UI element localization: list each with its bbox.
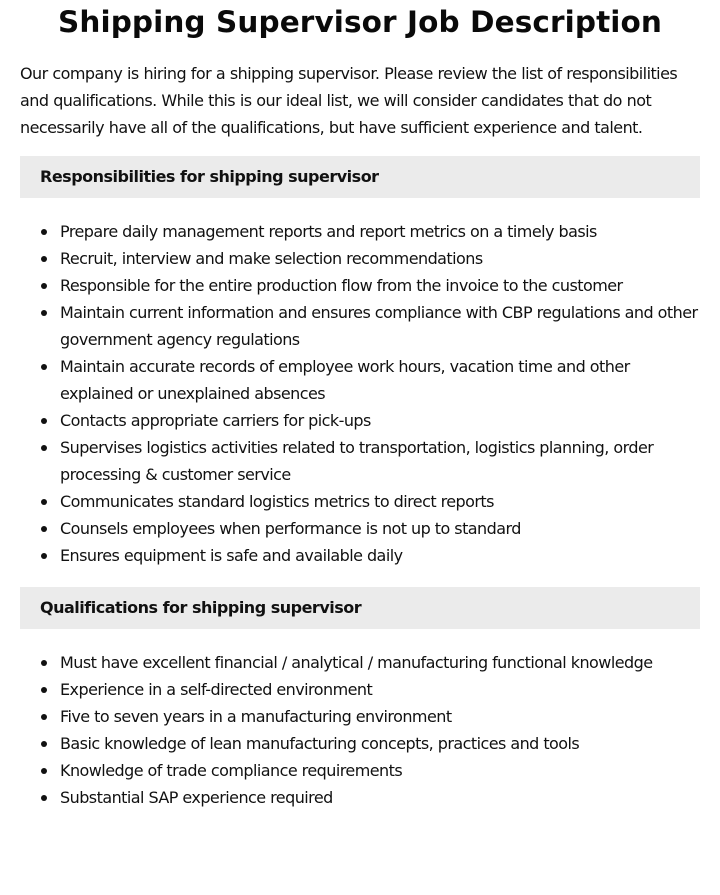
qualifications-heading: Qualifications for shipping supervisor bbox=[20, 587, 700, 629]
responsibilities-heading: Responsibilities for shipping supervisor bbox=[20, 156, 700, 198]
bullet-icon bbox=[41, 499, 47, 505]
list-item-text: Prepare daily management reports and report metrics on a timely basis bbox=[60, 222, 597, 241]
list-item bbox=[20, 515, 700, 542]
bullet-icon bbox=[41, 283, 47, 289]
list-item bbox=[20, 703, 700, 730]
bullet-icon bbox=[41, 553, 47, 559]
bullet-icon bbox=[41, 526, 47, 532]
list-item bbox=[20, 218, 700, 245]
list-item-text: Five to seven years in a manufacturing environment bbox=[60, 707, 452, 726]
list-item-text: Experience in a self-directed environment bbox=[60, 680, 373, 699]
bullet-icon bbox=[41, 660, 47, 666]
list-item bbox=[20, 299, 700, 353]
bullet-icon bbox=[41, 229, 47, 235]
bullet-icon bbox=[41, 445, 47, 451]
list-item bbox=[20, 434, 700, 488]
list-item-text: Contacts appropriate carriers for pick-ups bbox=[60, 411, 371, 430]
list-item-text: Knowledge of trade compliance requirements bbox=[60, 761, 403, 780]
list-item-text: Responsible for the entire production flow from the invoice to the customer bbox=[60, 276, 623, 295]
list-item bbox=[20, 542, 700, 569]
list-item-text: Basic knowledge of lean manufacturing concepts, practices and tools bbox=[60, 734, 580, 753]
bullet-icon bbox=[41, 418, 47, 424]
list-item-text: Communicates standard logistics metrics to direct reports bbox=[60, 492, 494, 511]
list-item-text: Must have excellent financial / analytical / manufacturing functional knowledge bbox=[60, 653, 653, 672]
qualifications-list bbox=[20, 649, 700, 811]
list-item-text: Supervises logistics activities related to transportation, logistics planning, order processing & customer service bbox=[60, 438, 654, 484]
list-item bbox=[20, 676, 700, 703]
bullet-icon bbox=[41, 310, 47, 316]
page-title: Shipping Supervisor Job Description bbox=[58, 5, 662, 39]
bullet-icon bbox=[41, 364, 47, 370]
bullet-icon bbox=[41, 256, 47, 262]
list-item-text: Counsels employees when performance is not up to standard bbox=[60, 519, 521, 538]
list-item-text: Substantial SAP experience required bbox=[60, 788, 333, 807]
bullet-icon bbox=[41, 741, 47, 747]
list-item-text: Maintain accurate records of employee work hours, vacation time and other explained or unexplained absences bbox=[60, 357, 630, 403]
list-item-text: Maintain current information and ensures compliance with CBP regulations and other government agency regulations bbox=[60, 303, 698, 349]
bullet-icon bbox=[41, 795, 47, 801]
list-item bbox=[20, 272, 700, 299]
list-item bbox=[20, 407, 700, 434]
bullet-icon bbox=[41, 714, 47, 720]
list-item bbox=[20, 353, 700, 407]
list-item bbox=[20, 730, 700, 757]
list-item bbox=[20, 757, 700, 784]
responsibilities-list bbox=[20, 218, 700, 569]
bullet-icon bbox=[41, 768, 47, 774]
list-item-text: Ensures equipment is safe and available daily bbox=[60, 546, 403, 565]
list-item bbox=[20, 784, 700, 811]
list-item bbox=[20, 245, 700, 272]
list-item bbox=[20, 488, 700, 515]
intro-paragraph: Our company is hiring for a shipping supervisor. Please review the list of responsibilities and qualifications. While this is our ideal list, we will consider candidates that do not necessarily have all of the qualifications, but have sufficient experience and talent. bbox=[20, 64, 678, 137]
list-item bbox=[20, 649, 700, 676]
bullet-icon bbox=[41, 687, 47, 693]
list-item-text: Recruit, interview and make selection recommendations bbox=[60, 249, 483, 268]
